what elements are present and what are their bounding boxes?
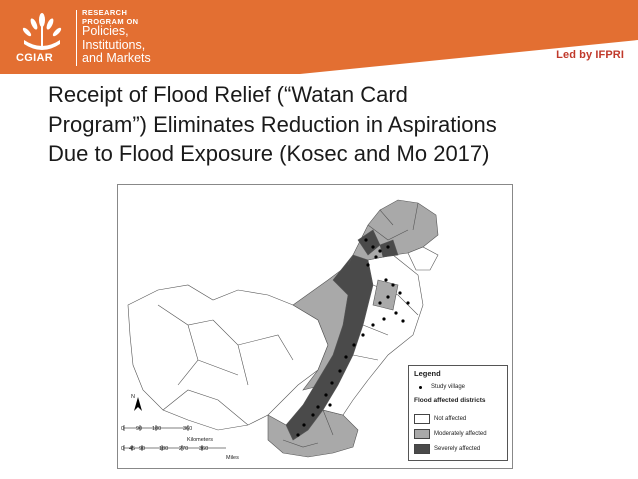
header-divider — [76, 10, 77, 66]
program-name — [82, 25, 151, 66]
km-tick: 0 — [121, 426, 125, 432]
mi-tick: 0 — [121, 446, 125, 452]
legend-item — [414, 414, 466, 424]
program-small-line: RESEARCH — [82, 8, 128, 17]
mi-tick: 90 — [139, 446, 146, 452]
legend-swatch — [414, 429, 430, 439]
legend-study-village — [414, 384, 465, 390]
legend-subtitle: Flood affected districts — [414, 397, 486, 404]
legend-study-village-label: Study village — [431, 384, 466, 390]
km-tick: 90 — [136, 426, 143, 432]
km-tick: 360 — [183, 426, 193, 432]
led-by-prefix: Led by — [556, 49, 596, 61]
legend-item-label: Moderately affected — [434, 431, 487, 437]
slide-title-line: Receipt of Flood Relief (“Watan Card — [48, 82, 408, 107]
legend-item — [414, 429, 487, 439]
legend-item-label: Not affected — [434, 416, 467, 422]
legend-swatch — [414, 444, 430, 454]
legend-swatch — [414, 414, 430, 424]
program-name-line: and Markets — [82, 51, 151, 65]
cgiar-label: CGIAR — [16, 52, 53, 64]
study-village-dot-icon — [419, 386, 422, 389]
legend-item-label: Severely affected — [434, 446, 481, 452]
mi-tick: 270 — [179, 446, 189, 452]
led-by-ifpri — [556, 49, 624, 61]
slide-title — [48, 80, 618, 169]
slide-title-line: Due to Flood Exposure (Kosec and Mo 2017) — [48, 141, 490, 166]
km-unit: Kilometers — [187, 437, 213, 443]
map-legend — [408, 365, 508, 461]
program-name-line: Policies, — [82, 24, 129, 38]
mi-tick: 45 — [129, 446, 136, 452]
north-label: N — [131, 394, 135, 400]
program-name-line: Institutions, — [82, 37, 146, 52]
north-arrow-icon — [134, 397, 142, 411]
legend-item — [414, 444, 480, 454]
mi-tick: 180 — [159, 446, 169, 452]
program-small-line: PROGRAM ON — [82, 17, 139, 26]
km-tick: 180 — [152, 426, 162, 432]
mi-unit: Miles — [226, 455, 239, 461]
legend-title: Legend — [414, 369, 441, 378]
slide-title-line: Program”) Eliminates Reduction in Aspirations — [48, 111, 497, 137]
led-by-org: IFPRI — [595, 49, 624, 61]
mi-tick: 360 — [199, 446, 209, 452]
